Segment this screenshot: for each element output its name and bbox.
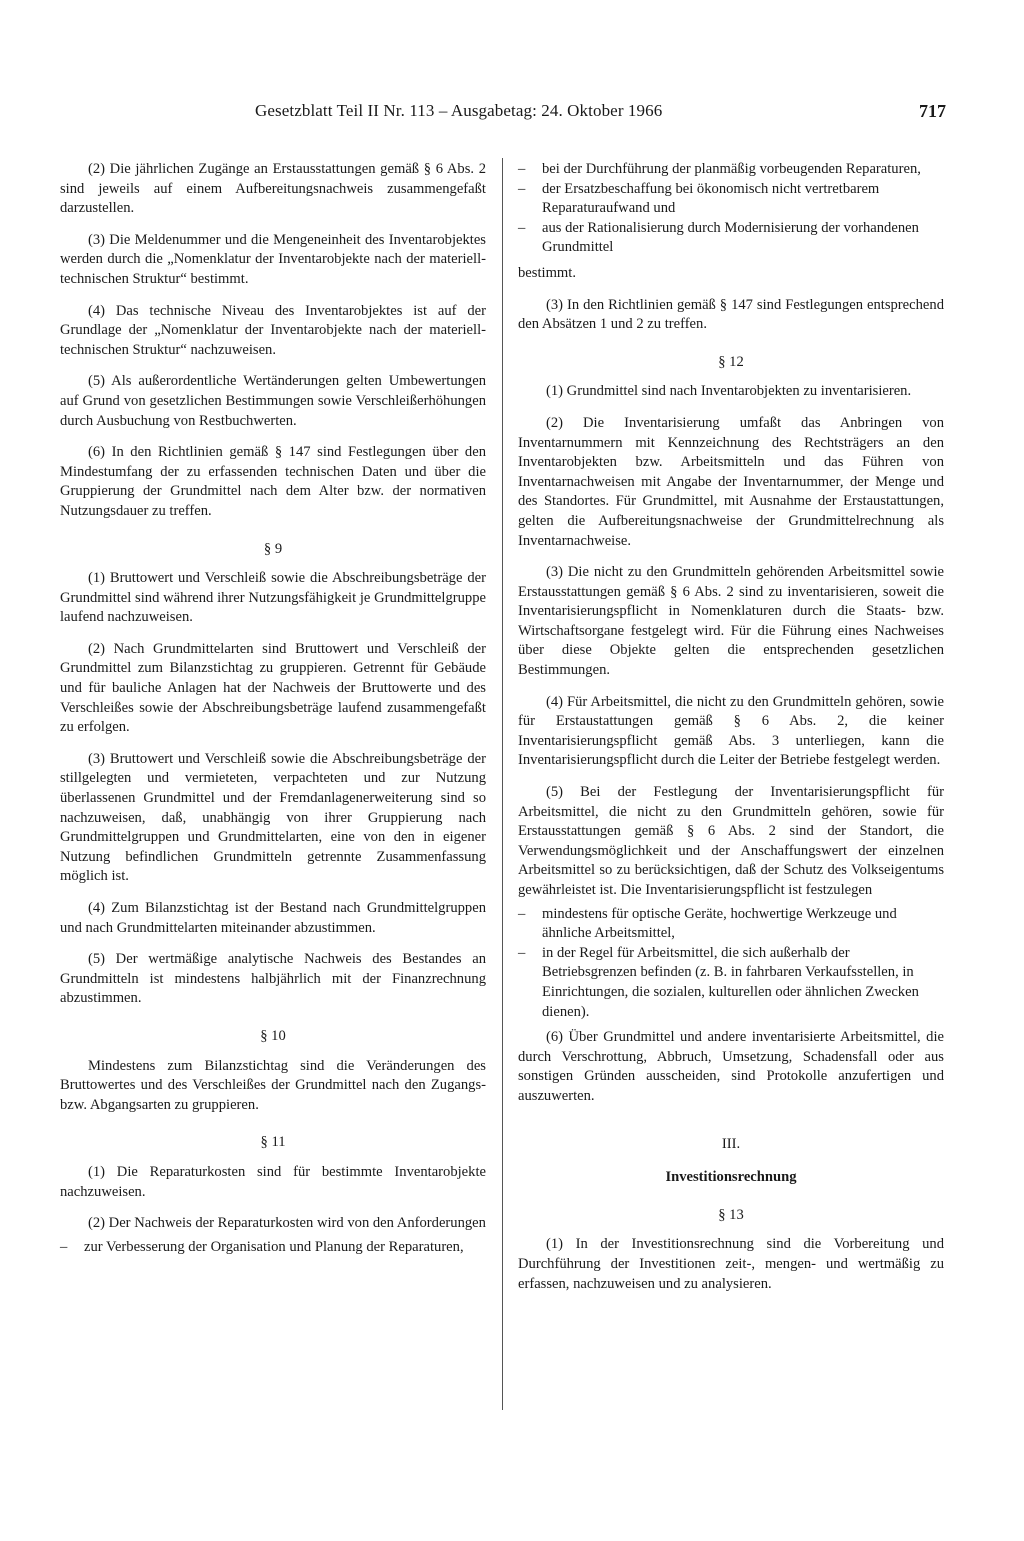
list-item: – der Ersatzbeschaffung bei ökonomisch nicht vertretbarem Reparaturaufwand und [518, 180, 944, 219]
paragraph: (1) In der Investitionsrechnung sind die Vorbereitung und Durchführung der Investitionen zeit-, mengen- und wertmäßig zu erfassen, nachzuweisen und zu analysieren. [518, 1236, 944, 1292]
left-column [60, 160, 486, 1263]
dash-list [60, 1238, 486, 1258]
paragraph: (2) Nach Grundmittelarten sind Bruttowert und Verschleiß der Grundmittel zum Bilanzstichtag zu gruppieren. Getrennt für Gebäude und für bauliche Anlagen hat der Nachweis der Bruttowerte und des Verschleißes sowie der Abschreibungsbeträge laufend zusammengefaßt zu erfolgen. [60, 640, 486, 736]
chapter-title: Investitionsrechnung [665, 1169, 797, 1186]
list-item: – in der Regel für Arbeitsmittel, die sich außerhalb der Betriebsgrenzen befinden (z. B. in fahrbaren Verkaufsstellen, in Einrichtungen, die sozialen, kulturellen oder ähnlichen Zwecken dienen). [518, 944, 944, 1022]
paragraph: (3) In den Richtlinien gemäß § 147 sind Festlegungen entsprechend den Absätzen 1 und 2 zu treffen. [518, 296, 944, 333]
section-heading-13: § 13 [718, 1206, 744, 1223]
paragraph: (5) Der wertmäßige analytische Nachweis des Bestandes an Grundmitteln ist mindestens halbjährlich mit der Finanzrechnung abzustimmen. [60, 951, 486, 1007]
page-header [60, 101, 946, 127]
paragraph: (2) Der Nachweis der Reparaturkosten wird von den Anforderungen [88, 1215, 486, 1232]
column-divider [502, 158, 503, 1410]
list-item: – zur Verbesserung der Organisation und Planung der Reparaturen, [60, 1238, 486, 1258]
paragraph: (6) In den Richtlinien gemäß § 147 sind Festlegungen über den Mindestumfang der zu erfassenden technischen Daten und über die Gruppierung der Grundmittel nach dem Alter bzw. der normativen Nutzungsdauer zu treffen. [60, 444, 486, 519]
right-column [518, 160, 944, 1306]
paragraph: (5) Bei der Festlegung der Inventarisierungspflicht für Arbeitsmittel, die nicht zu den Grundmitteln gehören, sowie für Erstausstattungen gemäß § 6 Abs. 2 sind der Standort, die Verwendungsmöglichkeit und der Anschaffungswert der einzelnen Arbeitsmittel so zu berücksichtigen, daß der Schutz des Volkseigentums gewährleistet ist. Die Inventarisierungspflicht ist festzulegen [518, 784, 944, 898]
paragraph: bestimmt. [518, 264, 576, 281]
paragraph: (3) Die Meldenummer und die Mengeneinheit des Inventarobjektes werden durch die „Nomenklatur der Inventarobjekte nach der materiell-technischen Struktur“ bestimmt. [60, 231, 486, 287]
part-heading: III. [721, 1135, 741, 1152]
paragraph: (1) Die Reparaturkosten sind für bestimmte Inventarobjekte nachzuweisen. [60, 1163, 486, 1200]
list-item: – bei der Durchführung der planmäßig vorbeugenden Reparaturen, [518, 160, 944, 180]
list-item: – mindestens für optische Geräte, hochwertige Werkzeuge und ähnliche Arbeitsmittel, [518, 905, 944, 944]
paragraph: (1) Grundmittel sind nach Inventarobjekten zu inventarisieren. [546, 383, 912, 400]
paragraph: (4) Für Arbeitsmittel, die nicht zu den Grundmitteln gehören, sowie für Erstaustattungen gemäß § 6 Abs. 2, die keiner Inventarisierungspflicht gemäß Abs. 3 unterliegen, kann die Inventarisierungspflicht durch die Leiter der Betriebe festgelegt werden. [518, 693, 944, 769]
paragraph: (3) Die nicht zu den Grundmitteln gehörenden Arbeitsmittel sowie Erstausstattungen gemäß § 6 Abs. 2 sind zu inventarisieren, soweit die Inventarisierungspflicht in Nomenklaturen durch die Staats- bzw. Wirtschaftsorgane festgelegt wird. Für die Führung eines Nachweises über diese Objekte gelten die entsprechenden gesetzlichen Bestimmungen. [518, 564, 944, 679]
paragraph: (4) Zum Bilanzstichtag ist der Bestand nach Grundmittelgruppen und nach Grundmittelarten miteinander abzustimmen. [60, 900, 486, 936]
paragraph: (5) Als außerordentliche Wertänderungen gelten Umbewertungen auf Grund von gesetzlichen Bestimmungen sowie Verschleißerhöhungen durch Ausbuchung von Restbuchwerten. [60, 373, 486, 429]
paragraph: (4) Das technische Niveau des Inventarobjektes ist auf der Grundlage der „Nomenklatur der Inventarobjekte nach der materiell-technischen Struktur“ nachzuweisen. [60, 302, 486, 358]
section-heading-12: § 12 [718, 353, 744, 370]
page-number: 717 [919, 101, 946, 121]
dash-list [518, 905, 944, 1023]
paragraph: (2) Die Inventarisierung umfaßt das Anbringen von Inventarnummern mit Kennzeichnung des Rechtsträgers an den Inventarobjekten bzw. Arbeitsmitteln und das Führen von Inventarnachweisen mit Angabe der Inventarnummer, der Menge und des Standortes. Für Grundmittel, mit Ausnahme der Erstaustattungen, gelten die Aufbereitungsnachweise der Grundmittelrechnung als Inventarnachweise. [518, 414, 944, 549]
list-item: – aus der Rationalisierung durch Modernisierung der vorhandenen Grundmittel [518, 219, 944, 258]
header-title: Gesetzblatt Teil II Nr. 113 – Ausgabetag: 24. Oktober 1966 [255, 101, 663, 120]
section-heading-9: § 9 [263, 540, 283, 557]
paragraph: (3) Bruttowert und Verschleiß sowie die Abschreibungsbeträge der stillgelegten und vermieteten, verpachteten und zur Nutzung überlassenen Grundmittel und der Fremdanlagenerweiterung sind so nachzuweisen, daß, unabhängig von ihrer Gruppierung nach Grundmittelgruppen und Grundmittelarten, eine von den in eigener Nutzung befindlichen Grundmitteln getrennte Zusammenfassung möglich ist. [60, 750, 486, 885]
paragraph: (1) Bruttowert und Verschleiß sowie die Abschreibungsbeträge der Grundmittel sind während ihrer Nutzungsfähigkeit je Grundmittelgruppe laufend nachzuweisen. [60, 570, 486, 626]
paragraph: (2) Die jährlichen Zugänge an Erstausstattungen gemäß § 6 Abs. 2 sind jeweils auf einem Aufbereitungsnachweis zusammengefaßt darzustellen. [60, 161, 486, 217]
dash-list [518, 160, 944, 258]
paragraph: (6) Über Grundmittel und andere inventarisierte Arbeitsmittel, die durch Verschrottung, Abbruch, Umsetzung, Schadensfall oder aus sonstigen Gründen ausscheiden, sind Protokolle anzufertigen und auszuwerten. [518, 1029, 944, 1104]
section-heading-11: § 11 [260, 1134, 286, 1151]
section-heading-10: § 10 [260, 1027, 286, 1044]
paragraph: Mindestens zum Bilanzstichtag sind die Veränderungen des Bruttowertes und des Verschleißes der Grundmittel nach den Zugangs- bzw. Abgangsarten zu gruppieren. [60, 1057, 486, 1113]
